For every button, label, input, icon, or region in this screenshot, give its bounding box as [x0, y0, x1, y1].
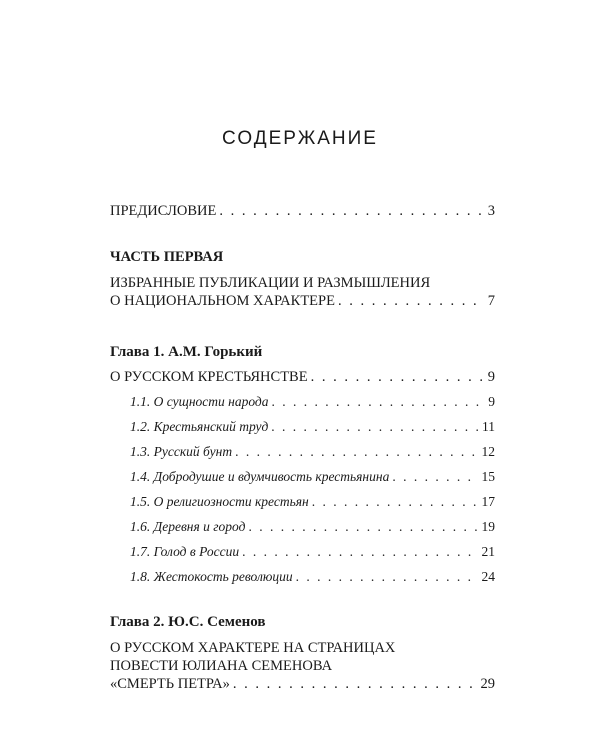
page-number: 7 [487, 293, 495, 309]
toc-subentry[interactable] [130, 568, 495, 586]
chapter-heading: Глава 1. А.М. Горький [110, 344, 263, 360]
leader-dots [242, 543, 478, 561]
page-number: 9 [487, 369, 495, 385]
toc-entry-part1-line1: ИЗБРАННЫЕ ПУБЛИКАЦИИ И РАЗМЫШЛЕНИЯ [110, 275, 431, 291]
part-heading: ЧАСТЬ ПЕРВАЯ [110, 249, 224, 265]
leader-dots [296, 568, 479, 586]
toc-entry-chapter2-line2: ПОВЕСТИ ЮЛИАНА СЕМЕНОВА [110, 658, 333, 674]
toc-entry-chapter2[interactable] [110, 675, 495, 693]
page-number: 17 [481, 494, 495, 509]
page-number: 21 [481, 544, 495, 559]
leader-dots [312, 493, 479, 511]
toc-subentry[interactable] [130, 393, 495, 411]
leader-dots [338, 292, 485, 310]
toc-subentry[interactable] [130, 543, 495, 561]
page-number: 11 [482, 419, 495, 434]
toc-subentry[interactable] [130, 443, 495, 461]
toc-subentry[interactable] [130, 518, 495, 536]
page-number: 24 [481, 569, 495, 584]
page-number: 9 [488, 394, 495, 409]
entry-label: 1.5. О религиозности крестьян [130, 494, 309, 509]
page-number: 29 [480, 676, 495, 692]
toc-entry-chapter1[interactable] [110, 368, 495, 386]
leader-dots [219, 202, 484, 220]
entry-label: ПРЕДИСЛОВИЕ [110, 203, 217, 219]
leader-dots [233, 675, 478, 693]
page-number: 3 [487, 203, 495, 219]
chapter-heading: Глава 2. Ю.С. Семенов [110, 614, 266, 630]
entry-label: О РУССКОМ КРЕСТЬЯНСТВЕ [110, 369, 308, 385]
toc-entry-part1[interactable] [110, 292, 495, 310]
entry-label: 1.1. О сущности народа [130, 394, 269, 409]
leader-dots [248, 518, 478, 536]
entry-label: 1.3. Русский бунт [130, 444, 233, 459]
toc-subentry[interactable] [130, 468, 495, 486]
leader-dots [272, 393, 486, 411]
entry-label: «СМЕРТЬ ПЕТРА» [110, 676, 230, 692]
leader-dots [235, 443, 478, 461]
toc-entry-chapter2-line1: О РУССКОМ ХАРАКТЕРЕ НА СТРАНИЦАХ [110, 640, 396, 656]
leader-dots [271, 418, 479, 436]
entry-label: 1.4. Добродушие и вдумчивость крестьянина [130, 469, 390, 484]
leader-dots [392, 468, 478, 486]
page-number: 19 [481, 519, 495, 534]
entry-label: 1.8. Жестокость революции [130, 569, 293, 584]
leader-dots [311, 368, 485, 386]
entry-label: 1.2. Крестьянский труд [130, 419, 269, 434]
entry-label: О НАЦИОНАЛЬНОМ ХАРАКТЕРЕ [110, 293, 335, 309]
toc-entry-preface[interactable] [110, 202, 495, 220]
toc-subentry[interactable] [130, 493, 495, 511]
entry-label: 1.7. Голод в России [130, 544, 240, 559]
toc-subentry[interactable] [130, 418, 495, 436]
page-title: СОДЕРЖАНИЕ [222, 128, 378, 149]
page-number: 15 [481, 469, 495, 484]
page-number: 12 [481, 444, 495, 459]
entry-label: 1.6. Деревня и город [130, 519, 246, 534]
